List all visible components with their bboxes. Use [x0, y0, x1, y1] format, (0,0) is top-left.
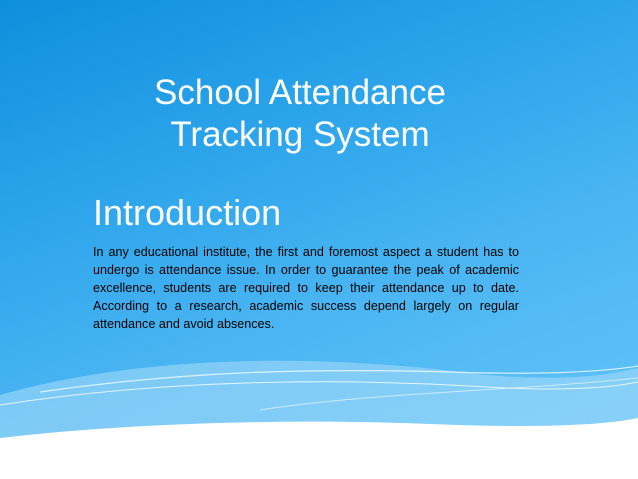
body-paragraph: In any educational institute, the first and foremost aspect a student has to undergo is attendance issue. In order to guarantee the peak of academic excellence, students are required to keep their attendance up to date. According to a research, academic success depend largely on regular attendance and avoid absences.	[93, 245, 519, 331]
section-heading: Introduction	[93, 192, 282, 233]
slide-title: School Attendance Tracking System	[154, 73, 446, 154]
